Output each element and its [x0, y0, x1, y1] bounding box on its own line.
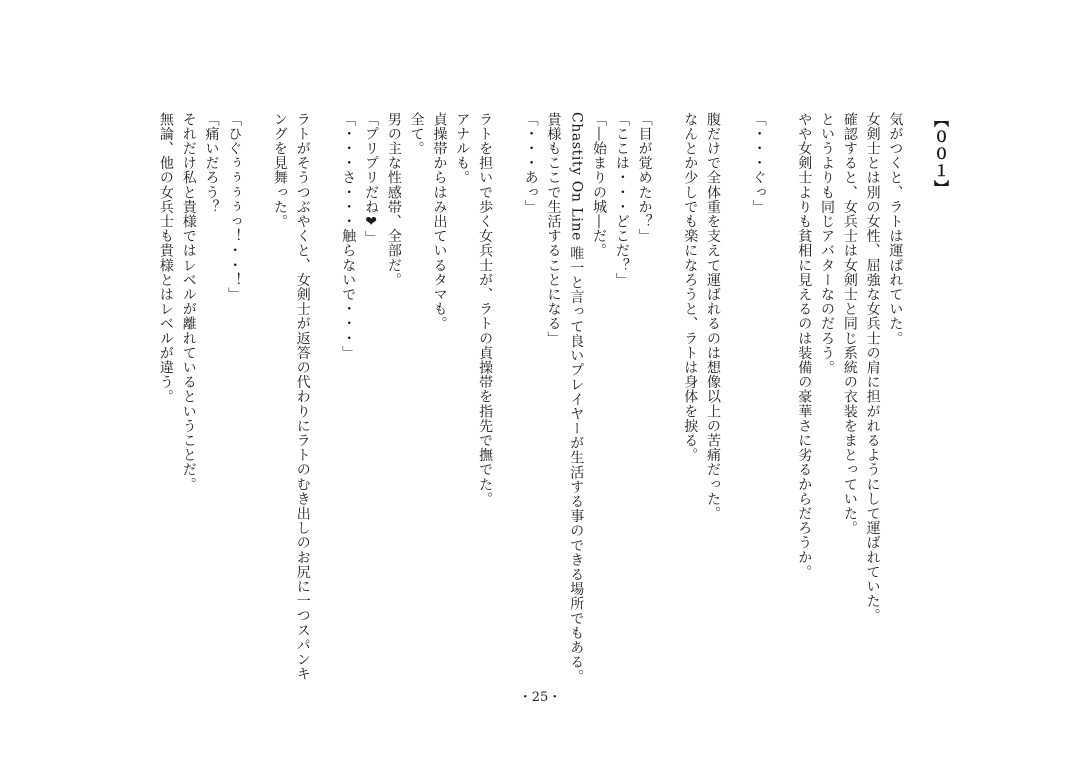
text-line: 「目が覚めたか？」	[636, 112, 653, 244]
blank-line	[724, 112, 747, 672]
text-line: 「ここは・・・どこだ？」	[613, 112, 630, 288]
vertical-text-body	[154, 112, 952, 685]
text-line: 「・・・あっ」	[522, 112, 539, 215]
text-line: というよりも同じアバターなのだろう。	[819, 112, 836, 375]
text-line: 確認すると、女兵士は女剣士と同じ系統の衣装をまとっていた。	[841, 112, 858, 536]
text-line: 無論、他の女兵士も貴様とはレベルが違う。	[157, 112, 174, 404]
text-line: 気がつくと、ラトは運ばれていた。	[887, 112, 904, 346]
text-line: 貴様もここで生活することになる」	[545, 112, 562, 346]
text-line: 全て。	[408, 112, 425, 156]
text-line: ラトがそうつぶやくと、女剣士が返答の代わりにラトのむき出しのお尻に一つスパンキ	[294, 112, 311, 682]
blank-line	[770, 112, 793, 672]
spacer	[906, 112, 929, 672]
text-line: Chastity On Line 唯一と言って良いプレイヤーが生活する事のできる場所でもある。	[568, 112, 585, 685]
text-line: それだけ私と貴様ではレベルが離れているということだ。	[180, 112, 197, 492]
text-line: 「・・・さ・・・触らないで・・・」	[340, 112, 357, 361]
text-line: ングを見舞った。	[271, 112, 288, 229]
text-line: なんとか少しでも楽になろうと、ラトは身体を捩る。	[682, 112, 699, 463]
text-line: 男の主な性感帯、全部だ。	[385, 112, 402, 288]
blank-line	[496, 112, 519, 672]
blank-line	[656, 112, 679, 672]
text-line: 「―始まりの城―だ。	[591, 112, 608, 258]
blank-line	[245, 112, 268, 672]
page-number: ・25・	[518, 690, 562, 705]
chapter-title: 【００１】	[932, 112, 950, 197]
text-line: 「痛いだろう？	[203, 112, 220, 215]
blank-line	[314, 112, 337, 672]
text-line: やや女剣士よりも貧相に見えるのは装備の豪華さに劣るからだろうか。	[796, 112, 813, 580]
text-line: 貞操帯からはみ出ているタマも。	[431, 112, 448, 331]
text-line: 腹だけで全体重を支えて運ばれるのは想像以上の苦痛だった。	[705, 112, 722, 521]
text-line: ラトを担いで歩く女兵士が、ラトの貞操帯を指先で撫でた。	[477, 112, 494, 507]
text-line: 「プリプリだね❤」	[363, 112, 380, 246]
text-line: 「ひぐぅぅぅぅっ！・・！」	[226, 112, 243, 302]
text-line: アナルも。	[454, 112, 471, 185]
text-line: 「・・・ぐっ」	[750, 112, 767, 215]
text-line: 女剣士とは別の女性、屈強な女兵士の肩に担がれるようにして運ばれていた。	[864, 112, 881, 623]
